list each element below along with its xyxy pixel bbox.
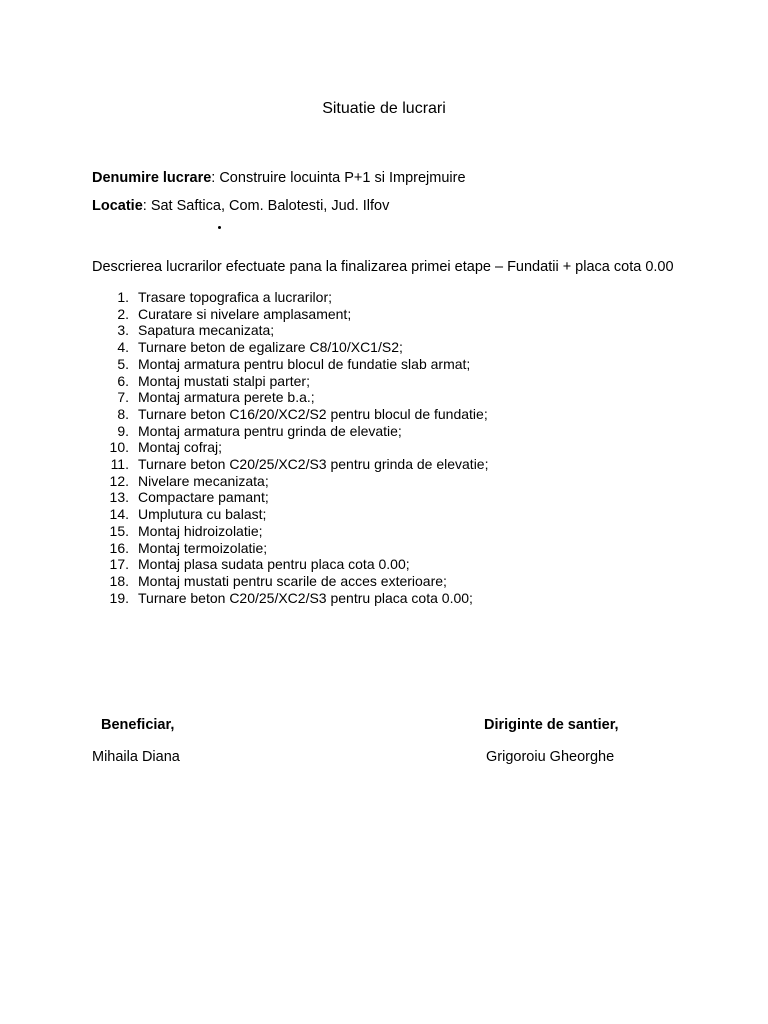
list-item-number: 7. [117,389,129,406]
document-title: Situatie de lucrari [322,100,446,117]
list-item-text: Montaj armatura pentru grinda de elevatie; [138,422,402,439]
list-item-number: 8. [117,405,129,422]
list-item-text: Curatare si nivelare amplasament; [138,305,352,322]
list-item-number: 15. [109,522,129,539]
works-description: Descrierea lucrarilor efectuate pana la finalizarea primei etape – Fundatii + placa cota 0.00 [92,259,674,275]
list-item-number: 9. [117,422,129,439]
list-item-number: 16. [109,539,129,556]
list-item-number: 19. [109,589,129,606]
list-item [0,406,700,423]
location-value: : Sat Saftica, Com. Balotesti, Jud. Ilfov [142,198,390,214]
work-name-value: : Construire locuinta P+1 si Imprejmuire [211,170,466,186]
beneficiary-heading: Beneficiar, [101,717,175,733]
list-item-text: Montaj mustati stalpi parter; [138,372,310,389]
list-item-text: Montaj termoizolatie; [138,539,268,556]
list-item-text: Turnare beton de egalizare C8/10/XC1/S2; [138,339,403,356]
list-item-text: Montaj armatura perete b.a.; [138,389,315,406]
work-name-line [92,169,466,187]
list-item [0,556,700,573]
list-item-number: 4. [117,339,129,356]
work-name-label: Denumire lucrare [92,170,212,186]
list-item-number: 1. [117,289,129,305]
list-item-number: 14. [109,506,129,523]
list-item-number: 11. [110,456,129,472]
list-item [0,322,700,339]
list-item-text: Turnare beton C20/25/XC2/S3 pentru placa cota 0.00; [138,589,473,606]
list-item [0,389,700,406]
list-item-text: Nivelare mecanizata; [138,472,269,489]
list-item-text: Montaj armatura pentru blocul de fundatie slab armat; [138,355,471,372]
list-item [0,289,700,306]
stray-bullet-mark [218,226,221,229]
list-item [0,339,700,356]
list-item-number: 12. [109,472,129,489]
list-item-text: Sapatura mecanizata; [138,322,275,339]
list-item-number: 6. [117,372,129,389]
list-item-number: 10. [109,439,129,456]
list-item [0,456,700,473]
list-item-text: Montaj cofraj; [138,439,223,456]
beneficiary-name: Mihaila Diana [92,749,180,765]
list-item [0,423,700,440]
list-item [0,523,700,540]
list-item [0,489,700,506]
location-label: Locatie [92,198,143,214]
list-item-number: 2. [117,305,129,322]
list-item [0,306,700,323]
list-item-number: 18. [109,572,129,589]
site-manager-name: Grigoroiu Gheorghe [486,749,615,765]
list-item-number: 13. [109,489,129,506]
location-line [92,197,389,215]
list-item [0,356,700,373]
list-item [0,506,700,523]
list-item-text: Montaj plasa sudata pentru placa cota 0.00; [138,556,410,573]
list-item [0,540,700,557]
list-item [0,373,700,390]
list-item [0,473,700,490]
list-item [0,590,700,607]
list-item-text: Montaj hidroizolatie; [138,522,263,539]
list-item-number: 17. [109,556,129,573]
list-item-number: 3. [117,322,129,339]
site-manager-heading: Diriginte de santier, [484,717,619,733]
list-item [0,573,700,590]
list-item [0,439,700,456]
list-item-text: Montaj mustati pentru scarile de acces exterioare; [138,572,447,589]
list-item-text: Turnare beton C20/25/XC2/S3 pentru grinda de elevatie; [138,456,489,472]
list-item-text: Compactare pamant; [138,489,269,506]
list-item-number: 5. [117,355,129,372]
list-item-text: Turnare beton C16/20/XC2/S2 pentru blocul de fundatie; [138,405,488,422]
list-item-text: Umplutura cu balast; [138,506,267,523]
list-item-text: Trasare topografica a lucrarilor; [138,289,333,305]
